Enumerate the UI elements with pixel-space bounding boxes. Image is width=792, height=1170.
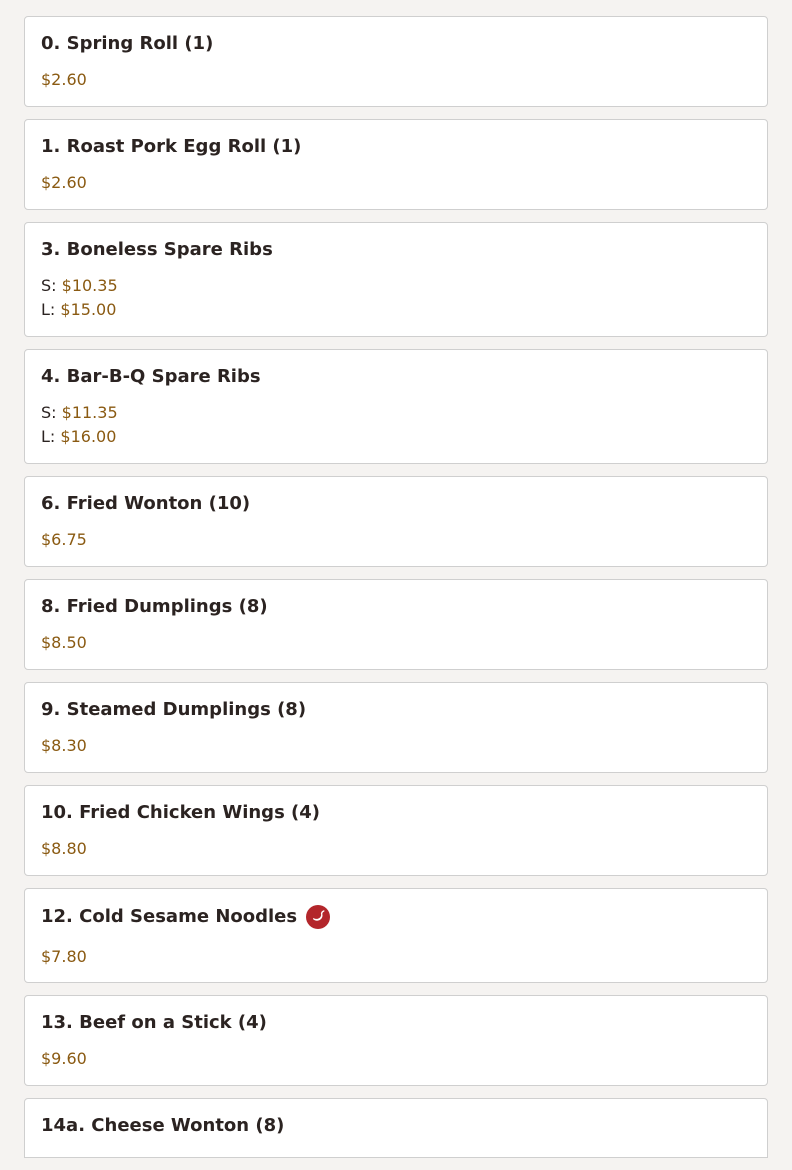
price-value: $6.75 bbox=[41, 530, 87, 549]
price-line-small bbox=[41, 401, 751, 425]
size-label: L: bbox=[41, 300, 56, 319]
menu-item-prices bbox=[41, 401, 751, 449]
menu-item-prices bbox=[41, 171, 751, 195]
menu-item-prices bbox=[41, 631, 751, 655]
size-label: S: bbox=[41, 276, 57, 295]
price-line bbox=[41, 734, 751, 758]
menu-item-prices bbox=[41, 945, 751, 969]
price-value: $8.30 bbox=[41, 736, 87, 755]
price-value: $8.50 bbox=[41, 633, 87, 652]
price-line-large bbox=[41, 298, 751, 322]
menu-item-list bbox=[24, 16, 768, 1170]
menu-item-card[interactable] bbox=[24, 349, 768, 464]
price-value: $16.00 bbox=[60, 427, 117, 446]
menu-item-header bbox=[41, 493, 751, 515]
menu-item-header bbox=[41, 239, 751, 261]
menu-item-header bbox=[41, 136, 751, 158]
price-line bbox=[41, 1047, 751, 1071]
menu-item-card[interactable] bbox=[24, 119, 768, 210]
menu-item-header bbox=[41, 1115, 751, 1137]
menu-item-title: 9. Steamed Dumplings (8) bbox=[41, 699, 307, 720]
menu-item-title: 6. Fried Wonton (10) bbox=[41, 493, 251, 514]
menu-item-title: 13. Beef on a Stick (4) bbox=[41, 1012, 267, 1033]
price-value: $9.60 bbox=[41, 1049, 87, 1068]
menu-item-prices bbox=[41, 1047, 751, 1071]
size-label: S: bbox=[41, 403, 57, 422]
menu-item-header bbox=[41, 1012, 751, 1034]
menu-item-header bbox=[41, 366, 751, 388]
menu-item-card[interactable] bbox=[24, 222, 768, 337]
price-value: $10.35 bbox=[61, 276, 118, 295]
menu-item-title: 14a. Cheese Wonton (8) bbox=[41, 1115, 285, 1136]
price-line bbox=[41, 68, 751, 92]
menu-item-title: 4. Bar-B-Q Spare Ribs bbox=[41, 366, 261, 387]
menu-item-title: 10. Fried Chicken Wings (4) bbox=[41, 802, 321, 823]
menu-item-title: 12. Cold Sesame Noodles bbox=[41, 906, 298, 927]
menu-item-card[interactable] bbox=[24, 785, 768, 876]
price-line bbox=[41, 171, 751, 195]
price-value: $8.80 bbox=[41, 839, 87, 858]
menu-item-prices bbox=[41, 274, 751, 322]
menu-item-header bbox=[41, 596, 751, 618]
size-label: L: bbox=[41, 427, 56, 446]
price-line bbox=[41, 528, 751, 552]
menu-item-card[interactable] bbox=[24, 476, 768, 567]
price-value: $7.80 bbox=[41, 947, 87, 966]
menu-item-card[interactable] bbox=[24, 995, 768, 1086]
menu-item-title: 8. Fried Dumplings (8) bbox=[41, 596, 268, 617]
price-line-small bbox=[41, 274, 751, 298]
menu-item-title: 1. Roast Pork Egg Roll (1) bbox=[41, 136, 302, 157]
price-line bbox=[41, 837, 751, 861]
menu-item-prices bbox=[41, 528, 751, 552]
menu-item-prices bbox=[41, 734, 751, 758]
menu-item-card[interactable] bbox=[24, 1098, 768, 1158]
chili-pepper-icon bbox=[306, 905, 330, 929]
menu-item-title: 0. Spring Roll (1) bbox=[41, 33, 214, 54]
menu-item-card[interactable] bbox=[24, 16, 768, 107]
price-value: $11.35 bbox=[61, 403, 118, 422]
menu-item-prices bbox=[41, 68, 751, 92]
menu-item-prices bbox=[41, 837, 751, 861]
menu-item-card[interactable] bbox=[24, 888, 768, 983]
price-line bbox=[41, 631, 751, 655]
menu-item-card[interactable] bbox=[24, 579, 768, 670]
menu-item-header bbox=[41, 699, 751, 721]
menu-item-card[interactable] bbox=[24, 682, 768, 773]
price-value: $2.60 bbox=[41, 173, 87, 192]
menu-item-header bbox=[41, 905, 751, 929]
price-line bbox=[41, 945, 751, 969]
menu-item-title: 3. Boneless Spare Ribs bbox=[41, 239, 273, 260]
price-value: $2.60 bbox=[41, 70, 87, 89]
menu-item-header bbox=[41, 802, 751, 824]
price-line-large bbox=[41, 425, 751, 449]
price-value: $15.00 bbox=[60, 300, 117, 319]
menu-item-header bbox=[41, 33, 751, 55]
